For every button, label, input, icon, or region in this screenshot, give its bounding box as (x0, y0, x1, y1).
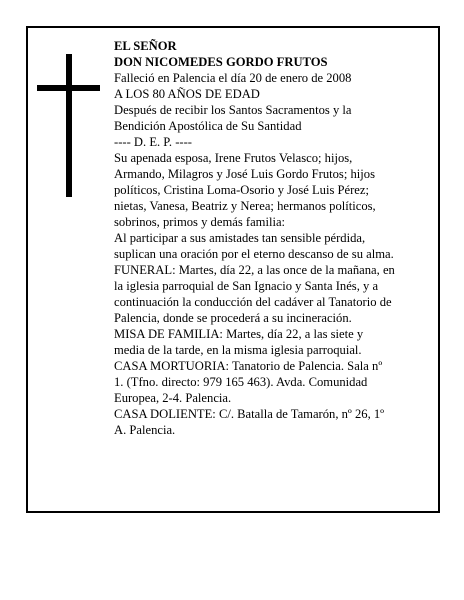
family-line-1: Su apenada esposa, Irene Frutos Velasco; hijos, (114, 151, 353, 165)
request-line-2: suplican una oración por el eterno descanso de su alma. (114, 247, 394, 261)
funeral-line-4: Palencia, donde se procederá a su incineración. (114, 311, 352, 325)
doliente-line-2: A. Palencia. (114, 423, 176, 437)
funeral-line-1: FUNERAL: Martes, día 22, a las once de la mañana, en (114, 263, 395, 277)
misa-line-1: MISA DE FAMILIA: Martes, día 22, a las siete y (114, 327, 364, 341)
deceased-name: DON NICOMEDES GORDO FRUTOS (114, 55, 328, 69)
doliente-line-1: CASA DOLIENTE: C/. Batalla de Tamarón, nº 26, 1º (114, 407, 385, 421)
family-line-4: nietas, Vanesa, Beatriz y Nerea; hermanos políticos, (114, 199, 376, 213)
request-line-1: Al participar a sus amistades tan sensible pérdida, (114, 231, 366, 245)
mortuoria-line-2: 1. (Tfno. directo: 979 165 463). Avda. Comunidad (114, 375, 368, 389)
death-date-line: Falleció en Palencia el día 20 de enero de 2008 (114, 71, 352, 85)
mortuoria-line-1: CASA MORTUORIA: Tanatorio de Palencia. Sala nº (114, 359, 383, 373)
misa-line-2: media de la tarde, en la misma iglesia parroquial. (114, 343, 362, 357)
family-line-5: sobrinos, primos y demás familia: (114, 215, 286, 229)
cross-vertical-bar (66, 54, 72, 197)
deceased-title: EL SEÑOR (114, 39, 177, 53)
dep-line: ---- D. E. P. ---- (114, 135, 192, 149)
cross-horizontal-bar (37, 85, 100, 91)
sacraments-line-2: Bendición Apostólica de Su Santidad (114, 119, 302, 133)
age-line: A LOS 80 AÑOS DE EDAD (114, 87, 260, 101)
funeral-line-3: continuación la conducción del cadáver al Tanatorio de (114, 295, 392, 309)
family-line-2: Armando, Milagros y José Luis Gordo Frutos; hijos (114, 167, 375, 181)
funeral-line-2: la iglesia parroquial de San Ignacio y Santa Inés, y a (114, 279, 379, 293)
mortuoria-line-3: Europea, 2-4. Palencia. (114, 391, 232, 405)
family-line-3: políticos, Cristina Loma-Osorio y José Luis Pérez; (114, 183, 369, 197)
sacraments-line-1: Después de recibir los Santos Sacramentos y la (114, 103, 352, 117)
obituary-text (114, 38, 432, 438)
